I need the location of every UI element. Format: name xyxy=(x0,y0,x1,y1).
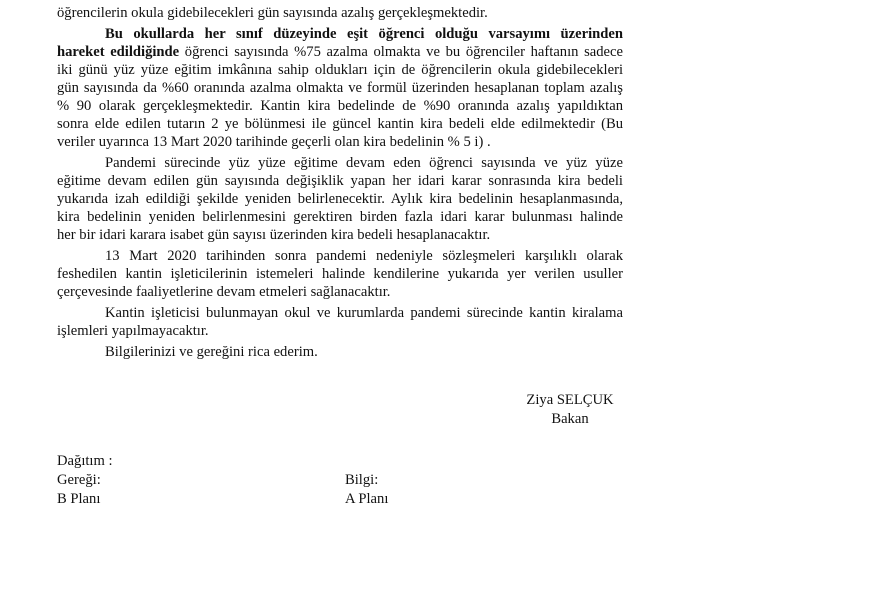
text-line: % 90 olarak gerçekleşmektedir. Kantin kira bedelinde de %90 oranında azalış yapıldıktan xyxy=(57,98,623,114)
text-line: kira bedelinin yeniden belirlenmesini gerektiren birden fazla idari karar bulunması halinde xyxy=(57,209,623,225)
distribution-label: Dağıtım : xyxy=(57,453,113,469)
paragraph xyxy=(57,247,623,301)
action-label: Gereği: xyxy=(57,472,101,488)
distribution-block xyxy=(57,452,113,509)
signature-block xyxy=(500,391,640,429)
paragraph xyxy=(57,343,623,361)
text-line: feshedilen kantin işleticilerinin istemeleri halinde kendilerine yukarıda yer verilen usuller xyxy=(57,266,623,282)
letter-body xyxy=(57,4,623,361)
text-line xyxy=(57,43,623,61)
text-line: eğitime devam edilen gün sayısında değişiklik yapan her idari karar sonrasında kira bedeli xyxy=(57,173,623,189)
text-line: işlemleri yapılmayacaktır. xyxy=(57,323,209,339)
info-block xyxy=(345,471,388,509)
text-line: gün sayısında da %60 oranında azalma olmakta ve formül üzerinden hesaplanan toplam azalış xyxy=(57,80,623,96)
text-line: öğrencilerin okula gidebilecekleri gün sayısında azalış gerçekleşmektedir. xyxy=(57,5,488,21)
closing-line: Bilgilerinizi ve gereğini rica ederim. xyxy=(105,344,318,360)
paragraph xyxy=(57,25,623,151)
text-line-bold: Bu okullarda her sınıf düzeyinde eşit öğrenci olduğu varsayımı üzerinden xyxy=(105,26,623,42)
text-line: yukarıda izah edildiği şekilde yeniden belirlenecektir. Aylık kira bedelinin hesaplanmasında, xyxy=(57,191,623,207)
signatory-title: Bakan xyxy=(551,411,589,427)
paragraph xyxy=(57,4,623,22)
action-value: B Planı xyxy=(57,491,101,507)
paragraph xyxy=(57,304,623,340)
text-line: 13 Mart 2020 tarihinden sonra pandemi nedeniyle sözleşmeleri karşılıklı olarak xyxy=(105,248,623,264)
text-line: çerçevesinde faaliyetlerine devam etmeleri sağlanacaktır. xyxy=(57,284,391,300)
bold-phrase: hareket edildiğinde xyxy=(57,44,180,60)
signatory-name: Ziya SELÇUK xyxy=(526,392,614,408)
text-line: sonra elde edilen tutarın 2 ye bölünmesi ile güncel kantin kira bedeli elde edilmektedir (Bu xyxy=(57,116,623,132)
text-line: her bir idari karara isabet gün sayısı üzerinden kira bedeli hesaplanacaktır. xyxy=(57,227,491,243)
info-label: Bilgi: xyxy=(345,472,379,488)
paragraph xyxy=(57,154,623,244)
text-line: Pandemi sürecinde yüz yüze eğitime devam eden öğrenci sayısında ve yüz yüze xyxy=(105,155,623,171)
text-line: Kantin işleticisi bulunmayan okul ve kurumlarda pandemi sürecinde kantin kiralama xyxy=(105,305,623,321)
text-line: veriler uyarınca 13 Mart 2020 tarihinde geçerli olan kira bedelinin % 5 i) . xyxy=(57,134,491,150)
text-line: iki günü yüz yüze eğitim imkânına sahip oldukları için de öğrencilerin okula gidebilecekleri xyxy=(57,62,623,78)
text-span: öğrenci sayısında %75 azalma olmakta ve bu öğrenciler haftanın sadece xyxy=(179,44,623,60)
info-value: A Planı xyxy=(345,491,389,507)
